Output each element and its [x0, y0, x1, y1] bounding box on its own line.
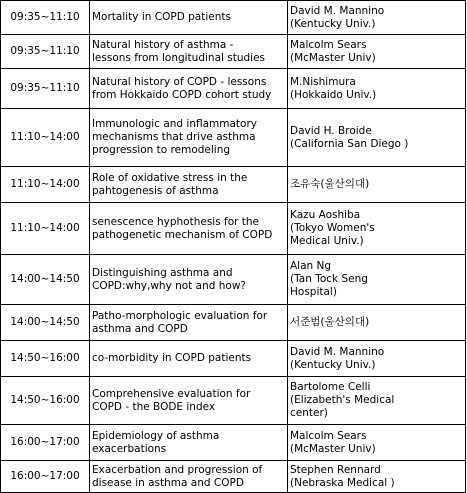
topic-line: Distinguishing asthma and — [92, 266, 233, 279]
topic-line: lessons from longitudinal studies — [92, 51, 266, 64]
session-topic — [90, 461, 288, 493]
topic-line: from Hokkaido COPD cohort study — [92, 88, 272, 101]
session-topic — [90, 109, 288, 167]
topic-line: COPD:why,why not and how? — [92, 279, 247, 292]
session-time: 11:10~14:00 — [1, 203, 90, 255]
speaker-line: David M. Mannino — [290, 4, 385, 17]
session-speaker — [288, 255, 466, 305]
session-time: 14:50~16:00 — [1, 341, 90, 377]
speaker-line: 서준범(울산의대) — [290, 316, 370, 328]
speaker-line: Hospital) — [290, 286, 337, 298]
session-time: 09:35~11:10 — [1, 69, 90, 109]
topic-line: Role of oxidative stress in the — [92, 171, 248, 184]
session-time: 16:00~17:00 — [1, 425, 90, 461]
speaker-line: Malcolm Sears — [290, 38, 367, 51]
session-speaker — [288, 109, 466, 167]
topic-line: mechanisms that drive asthma — [92, 131, 256, 143]
schedule-row — [1, 203, 466, 255]
speaker-line: (Nebraska Medical ) — [290, 476, 395, 489]
schedule-row — [1, 341, 466, 377]
schedule-row — [1, 425, 466, 461]
session-time: 09:35~11:10 — [1, 1, 90, 35]
speaker-line: (Elizabeth's Medical — [290, 394, 395, 406]
schedule-row — [1, 167, 466, 203]
session-time: 16:00~17:00 — [1, 461, 90, 493]
speaker-line: center) — [290, 407, 328, 419]
topic-line: Epidemiology of asthma — [92, 429, 220, 442]
speaker-line: (Tan Tock Seng — [290, 273, 368, 285]
session-topic — [90, 425, 288, 461]
topic-line: Mortality in COPD patients — [92, 11, 231, 23]
session-time: 14:00~14:50 — [1, 255, 90, 305]
session-topic — [90, 167, 288, 203]
speaker-line: (Tokyo Women's — [290, 222, 375, 234]
topic-line: pathogenetic mechanism of COPD — [92, 228, 273, 241]
session-speaker — [288, 305, 466, 341]
session-time: 11:10~14:00 — [1, 167, 90, 203]
speaker-line: David M. Mannino — [290, 345, 385, 358]
session-time: 09:35~11:10 — [1, 35, 90, 69]
session-topic — [90, 69, 288, 109]
session-speaker — [288, 461, 466, 493]
topic-line: Natural history of asthma - — [92, 38, 234, 51]
schedule-row — [1, 305, 466, 341]
speaker-line: 조유숙(울산의대) — [290, 178, 370, 190]
speaker-line: Malcolm Sears — [290, 429, 367, 442]
speaker-line: (McMaster Univ) — [290, 442, 376, 455]
topic-line: Immunologic and inflammatory — [92, 118, 257, 130]
schedule-row — [1, 35, 466, 69]
topic-line: exacerbations — [92, 442, 167, 455]
schedule-row — [1, 109, 466, 167]
topic-line: asthma and COPD — [92, 322, 188, 335]
topic-line: pahtogenesis of asthma — [92, 184, 219, 197]
session-time: 14:50~16:00 — [1, 377, 90, 425]
session-topic — [90, 35, 288, 69]
session-speaker — [288, 1, 466, 35]
topic-line: COPD - the BODE index — [92, 400, 216, 413]
speaker-line: Alan Ng — [290, 260, 332, 272]
schedule-row — [1, 461, 466, 493]
session-speaker — [288, 35, 466, 69]
topic-line: senescence hyphothesis for the — [92, 215, 260, 228]
schedule-body — [1, 1, 466, 493]
session-speaker — [288, 425, 466, 461]
session-speaker — [288, 341, 466, 377]
topic-line: Exacerbation and progression of — [92, 463, 263, 476]
topic-line: Patho-morphologic evaluation for — [92, 309, 268, 322]
speaker-line: Medical Univ.) — [290, 235, 364, 247]
speaker-line: (Kentucky Univ.) — [290, 358, 376, 371]
session-topic — [90, 1, 288, 35]
session-speaker — [288, 69, 466, 109]
session-topic — [90, 203, 288, 255]
speaker-line: David H. Broide — [290, 124, 372, 137]
session-time: 14:00~14:50 — [1, 305, 90, 341]
session-topic — [90, 377, 288, 425]
speaker-line: Kazu Aoshiba — [290, 209, 361, 221]
speaker-line: Bartolome Celli — [290, 381, 371, 393]
session-speaker — [288, 167, 466, 203]
schedule-row — [1, 255, 466, 305]
speaker-line: Stephen Rennard — [290, 463, 381, 476]
schedule-row — [1, 377, 466, 425]
session-time: 11:10~14:00 — [1, 109, 90, 167]
topic-line: progression to remodeling — [92, 144, 231, 156]
speaker-line: (California San Diego ) — [290, 137, 409, 150]
session-topic — [90, 305, 288, 341]
topic-line: Natural history of COPD - lessons — [92, 75, 267, 88]
speaker-line: M.Nishimura — [290, 75, 356, 88]
topic-line: Comprehensive evaluation for — [92, 387, 251, 400]
session-topic — [90, 255, 288, 305]
schedule-row — [1, 69, 466, 109]
schedule-row — [1, 1, 466, 35]
session-speaker — [288, 377, 466, 425]
speaker-line: (Kentucky Univ.) — [290, 17, 376, 30]
topic-line: co-morbidity in COPD patients — [92, 352, 252, 364]
speaker-line: (Hokkaido Univ.) — [290, 88, 377, 101]
session-speaker — [288, 203, 466, 255]
topic-line: disease in asthma and COPD — [92, 476, 244, 489]
session-topic — [90, 341, 288, 377]
speaker-line: (McMaster Univ) — [290, 51, 376, 64]
